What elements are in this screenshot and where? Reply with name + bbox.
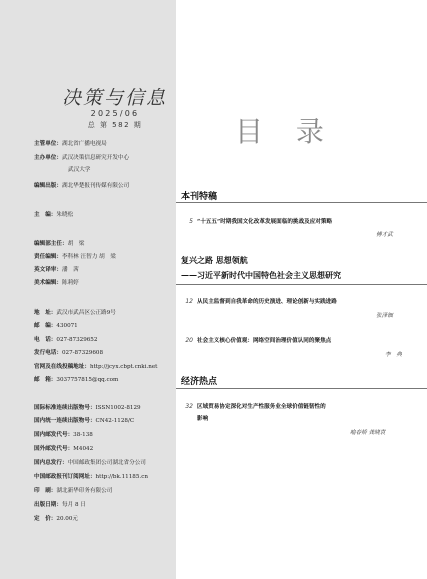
info-row: 主办单位：武汉决策信息研究开发中心 [34,155,130,161]
info-row: 主 编：朱晓松 [34,212,74,218]
journal-logo: 决策与信息 [62,87,168,109]
page-number: 5 [189,218,193,225]
info-row: 编辑部主任：胡 梁 [34,241,85,247]
page-number: 32 [185,403,193,410]
toc-entry[interactable] [181,297,337,305]
page-number: 20 [185,337,193,344]
section-divider [176,202,427,203]
toc-entry[interactable] [181,402,326,410]
info-row: 国内邮发代号：38-138 [34,432,93,438]
column-heading: 复兴之路 思想领航 [181,255,248,265]
info-row: 美术编辑：陈莉婷 [34,280,79,286]
article-title-continued: 影响 [197,416,209,422]
contents-title: 目 录 [235,115,336,148]
info-row: 出版日期：每月 8 日 [34,502,86,508]
issue-year: 2025/06 [90,109,140,118]
info-row: 武汉大学 [68,167,91,173]
article-author: 李 典 [385,352,402,358]
info-row: 中国邮政报刊订阅网址：http://bk.11185.cn [34,474,148,480]
info-row: 英文译审：潘 茜 [34,267,79,273]
page-number: 12 [185,298,193,305]
info-row: 发行电话：027-87329608 [34,350,104,356]
info-row: 国内总发行：中国邮政集团公司湖北省分公司 [34,460,146,466]
info-row: 官网及在线投稿地址：http://jcyx.cbpt.cnki.net [34,364,158,370]
info-row: 国外邮发代号：M4042 [34,446,94,452]
section-heading: 本刊特稿 [181,192,218,202]
section-divider [176,388,427,389]
column-subheading: ——习近平新时代中国特色社会主义思想研究 [181,270,341,280]
toc-entry[interactable] [181,217,332,225]
section-divider [176,284,427,285]
info-row: 定 价：20.00元 [34,516,78,522]
info-row: 印 刷：湖北新华印务有限公司 [34,488,113,494]
info-row: 国内统一连续出版物号：CN42-1128/C [34,418,135,424]
left-info-panel [0,0,176,579]
info-row: 责任编辑：李科林 汪智力 胡 梁 [34,254,116,260]
article-author: 傅才武 [376,232,393,238]
article-title: 区域贸易协定深化对生产性服务业全球价值链韧性的 [197,404,326,410]
article-title: 从民主监督到自我革命的历史演进、理论创新与实践进路 [197,299,337,305]
info-row: 主管单位：湖北省广播电视局 [34,141,107,147]
article-author: 喻春娇 龚晓袁 [350,430,386,436]
toc-entry[interactable] [181,336,331,344]
info-row: 编辑出版：湖北华楚报刊传媒有限公司 [34,183,130,189]
section-heading: 经济热点 [181,377,218,387]
info-row: 邮 编：430071 [34,323,78,329]
info-row: 国际标准连续出版物号：ISSN1002-8129 [34,405,141,411]
total-issue: 总 第 582 期 [87,121,143,129]
info-row: 地 址：武汉市武昌区公正路9号 [34,310,116,316]
contents-panel [176,0,427,579]
article-title: “十五五”时期我国文化改革发展面临的挑战及应对策略 [197,219,333,225]
info-row: 邮 箱：3037757815@qq.com [34,377,119,383]
article-author: 张泽钿 [376,313,393,319]
info-row: 电 话：027-87329652 [34,337,98,343]
article-title: 社会主义核心价值观：网络空间治理价值认同的聚焦点 [197,338,332,344]
